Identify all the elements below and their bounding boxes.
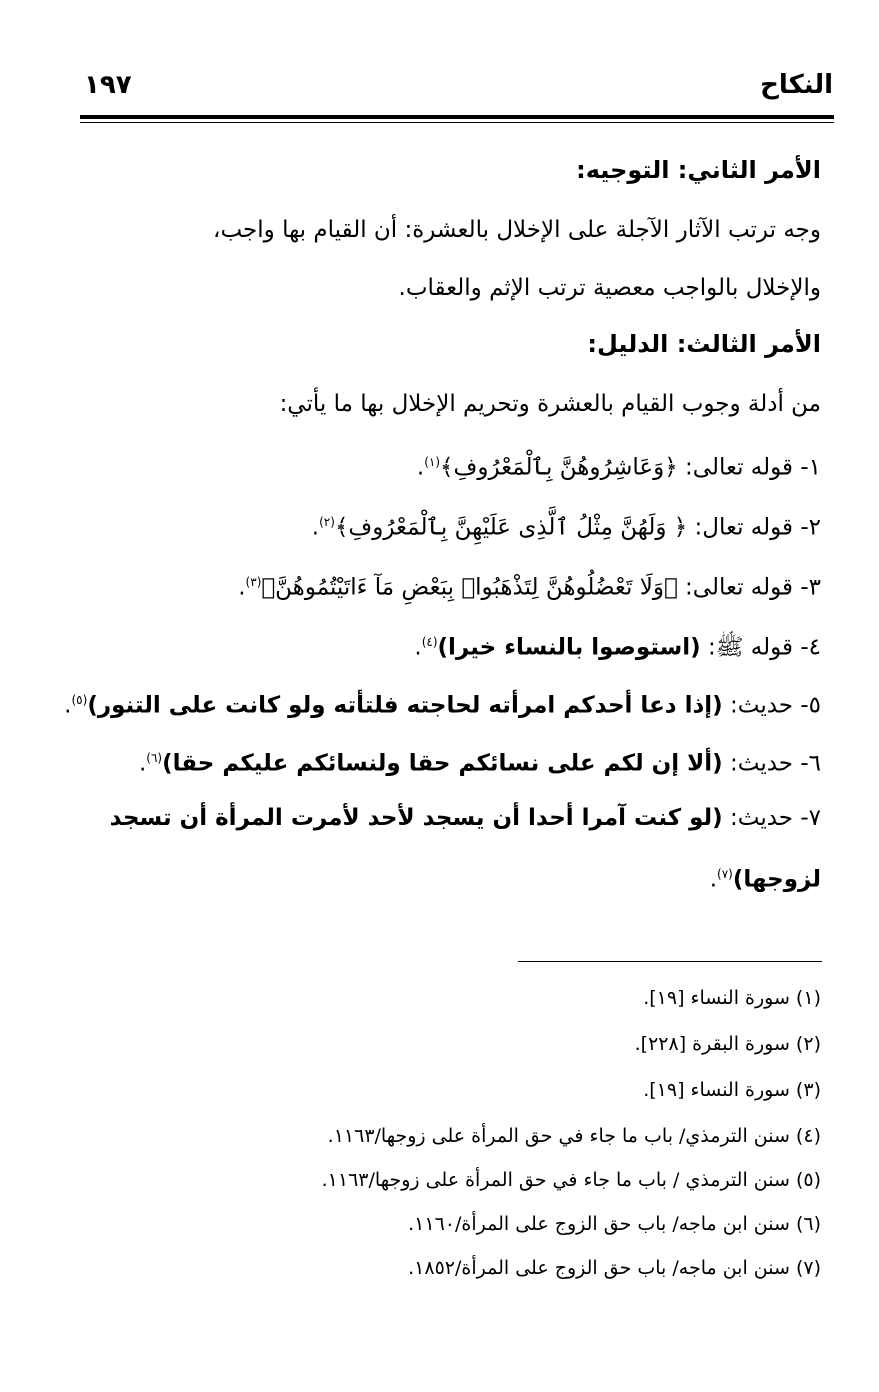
hadith-text: لزوجها) xyxy=(732,866,821,893)
footnote: (٦) سنن ابن ماجه/ باب حق الزوج على المرأة/١١٦٠. xyxy=(408,1213,821,1235)
item-prefix: ٥- حديث: xyxy=(722,692,821,719)
hadith-text: (ألا إن لكم على نسائكم حقا ولنسائكم عليكم حقا) xyxy=(162,750,723,777)
paragraph-line: وجه ترتب الآثار الآجلة على الإخلال بالعشرة: أن القيام بها واجب، xyxy=(213,217,821,243)
quran-verse: ﴿وَلَا تَعْضُلُوهُنَّ لِتَذْهَبُوا۟ بِبَعْضِ مَآ ءَاتَيْتُمُوهُنَّ﴾ xyxy=(261,574,678,601)
header-rule-thin xyxy=(80,122,834,123)
evidence-item xyxy=(312,504,821,546)
quran-verse: ﴿ وَلَهُنَّ مِثْلُ ٱلَّذِى عَلَيْهِنَّ بِٱلْمَعْرُوفِ﴾ xyxy=(334,514,688,541)
footnote: (١) سورة النساء [١٩]. xyxy=(643,987,821,1009)
footnote: (٣) سورة النساء [١٩]. xyxy=(643,1079,821,1101)
item-prefix: ٤- قوله ﷺ: xyxy=(700,634,821,661)
item-prefix: ٧- حديث: xyxy=(722,805,821,831)
item-suffix: . xyxy=(138,750,147,777)
footnote: (٤) سنن الترمذي/ باب ما جاء في حق المرأة على زوجها/١١٦٣. xyxy=(327,1125,821,1147)
footnote-ref: (٦) xyxy=(146,751,163,765)
hadith-text: (لو كنت آمرا أحدا أن يسجد لأحد لأمرت المرأة أن تسجد xyxy=(109,805,723,831)
footnote-ref: (٤) xyxy=(421,635,438,649)
footnote-ref: (٧) xyxy=(717,867,733,881)
item-suffix: . xyxy=(709,866,718,893)
evidence-item xyxy=(139,740,821,782)
item-prefix: ٢- قوله تعال: xyxy=(687,514,821,541)
footnote: (٧) سنن ابن ماجه/ باب حق الزوج على المرأة/١٨٥٢. xyxy=(408,1257,821,1279)
footnote-ref: (٢) xyxy=(319,515,335,529)
section-heading-evidence: الأمر الثالث: الدليل: xyxy=(587,330,821,358)
footnote: (٥) سنن الترمذي / باب ما جاء في حق المرأة على زوجها/١١٦٣. xyxy=(321,1169,821,1191)
evidence-item xyxy=(64,682,821,724)
evidence-item xyxy=(417,444,821,486)
hadith-text: (استوصوا بالنساء خيرا) xyxy=(437,634,701,661)
page-number: ١٩٧ xyxy=(84,70,132,100)
item-suffix: . xyxy=(238,574,246,601)
item-suffix: . xyxy=(311,514,320,541)
header-rule-thick xyxy=(80,115,834,119)
hadith-text: (إذا دعا أحدكم امرأته لحاجته فلتأته ولو كانت على التنور) xyxy=(87,692,723,719)
evidence-item xyxy=(414,624,821,666)
item-suffix: . xyxy=(414,634,422,661)
footnote-ref: (٣) xyxy=(245,575,262,589)
footnote-ref: (١) xyxy=(424,455,441,469)
footnote-ref: (٥) xyxy=(71,693,88,707)
item-suffix: . xyxy=(64,692,72,719)
quran-verse: ﴿وَعَاشِرُوهُنَّ بِٱلْمَعْرُوفِ﴾ xyxy=(440,454,678,481)
footnote-separator xyxy=(518,961,822,962)
item-suffix: . xyxy=(416,454,425,481)
evidence-item-continuation xyxy=(710,856,821,898)
paragraph-line: والإخلال بالواجب معصية ترتب الإثم والعقاب. xyxy=(398,275,821,301)
section-heading-guidance: الأمر الثاني: التوجيه: xyxy=(576,156,821,184)
item-prefix: ٦- حديث: xyxy=(722,750,821,777)
evidence-intro: من أدلة وجوب القيام بالعشرة وتحريم الإخلال بها ما يأتي: xyxy=(279,391,821,417)
evidence-item xyxy=(238,564,821,606)
item-prefix: ٣- قوله تعالى: xyxy=(677,574,821,601)
item-prefix: ١- قوله تعالى: xyxy=(677,454,821,481)
evidence-item xyxy=(110,800,821,836)
footnote: (٢) سورة البقرة [٢٢٨]. xyxy=(634,1033,821,1055)
running-header-title: النكاح xyxy=(760,70,833,100)
